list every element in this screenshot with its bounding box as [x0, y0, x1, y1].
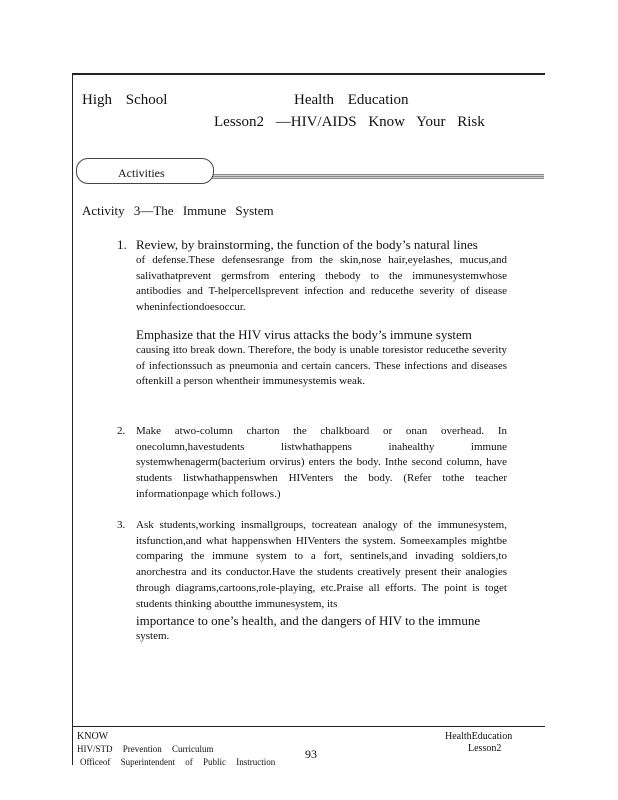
item-emphasis-text: importance to one’s health, and the dangers of HIV to the immune: [136, 613, 481, 629]
item-number: 1.: [117, 237, 127, 252]
activity-title: Activity 3—The Immune System: [82, 203, 274, 218]
section-divider-bar: [212, 174, 544, 179]
page-number: 93: [305, 747, 317, 761]
list-item: [117, 518, 507, 645]
footer-curriculum: HIV/STD Prevention Curriculum: [77, 744, 214, 754]
header-subject: Health Education: [294, 92, 409, 108]
top-rule: [72, 73, 545, 75]
item-text-end: system.: [136, 630, 170, 643]
item-body: [136, 236, 507, 390]
item-text: Make atwo-column charton the chalkboard or onan overhead. In onecolumn,havestudents listwhathappens inahealthy immune systemwhenagerm(bacterium orvirus) enters the body. Inthe second column, have students listwhathappenswhen HIVenters the body. (Refer tothe teacher informationpage which follows.): [136, 425, 507, 500]
list-item: [117, 236, 507, 390]
left-rule: [72, 73, 73, 765]
item-text: Ask students,working insmallgroups, tocreatean analogy of the immunesystem, itsfunction,and what happenswhen HIVenters the system. Someexamples mightbe comparing the immune system to a fort, sentinels,and invading soldiers,to anorchestra and its conductor.Have the students creatively present their analogies through diagrams,cartoons,role-playing, etc.Praise all efforts. The point is toget students thinking aboutthe immunesystem, its: [136, 519, 507, 610]
activities-tab-label: Activities: [118, 166, 165, 180]
item-lead-text: Review, by brainstorming, the function of the body’s natural lines: [136, 237, 478, 252]
item-body: [136, 518, 507, 645]
footer-subject: HealthEducation: [445, 731, 513, 742]
footer-know: KNOW: [77, 731, 109, 742]
footer-lesson: Lesson2: [468, 743, 502, 754]
item-text: of defense.These defensesrange from the skin,nose hair,eyelashes, mucus,and salivathatprevent germsfrom entering thebody to the immunesystemwhose antibodies and T-helpercellsprevent infection and reducethe severity of disease wheninfectiondoesoccur.: [136, 254, 507, 314]
bottom-rule: [72, 726, 545, 727]
footer-office: Officeof Superintendent of Public Instruction: [80, 757, 276, 767]
header-lesson-title: Lesson2 —HIV/AIDS Know Your Risk: [214, 114, 485, 130]
header-school-level: High School: [82, 92, 168, 108]
item-number: 2.: [117, 425, 126, 437]
item-text-continued: causing itto break down. Therefore, the body is unable toresistor reducethe severity of infectionssuch as pneumonia and certain cancers. These infections and diseases oftenkill a person whentheir immunesystemis weak.: [136, 343, 507, 388]
item-emphasis-text: Emphasize that the HIV virus attacks the body’s immune system: [136, 326, 472, 342]
list-item: [117, 424, 507, 503]
item-number: 3.: [117, 519, 126, 531]
